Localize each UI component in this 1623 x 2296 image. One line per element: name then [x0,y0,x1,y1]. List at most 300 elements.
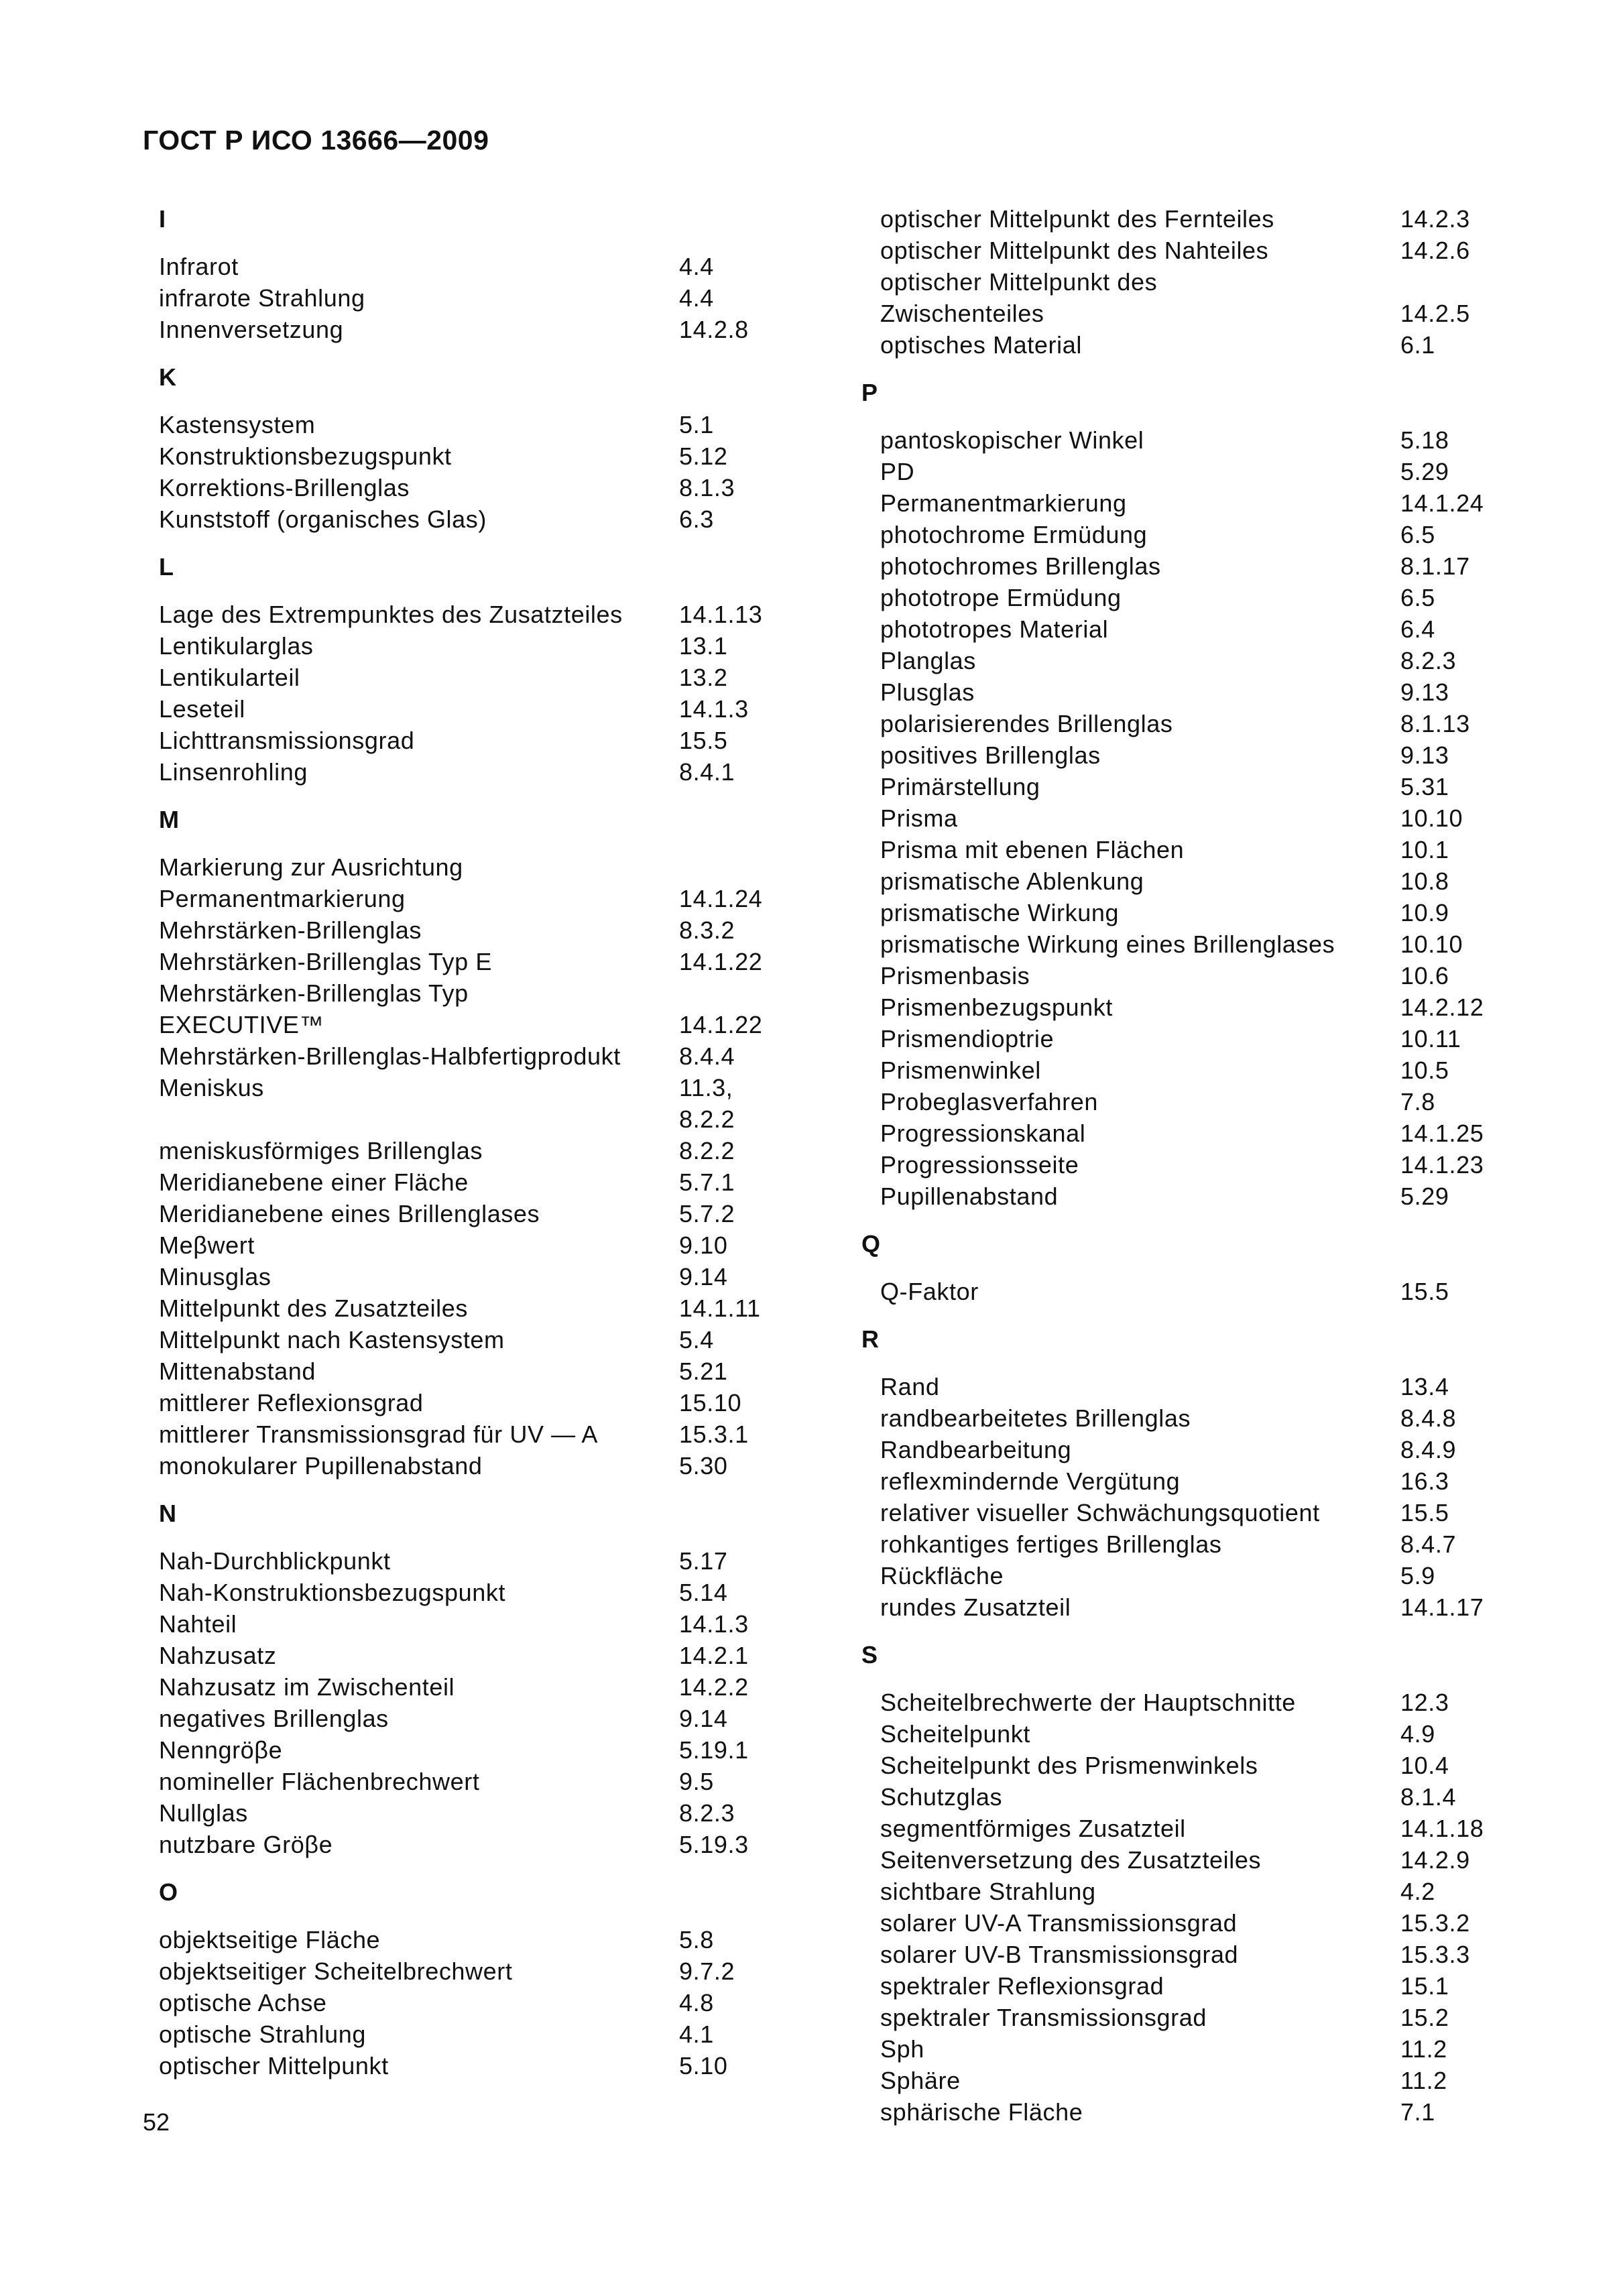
entry-reference: 14.2.9 [1400,1846,1470,1874]
index-entry [143,1040,786,1072]
entry-reference: 5.12 [679,442,728,470]
index-entry [861,1813,1505,1844]
entry-term: Korrektions-Brillenglas [159,474,410,501]
index-entry [143,1229,786,1261]
entry-term: photochrome Ermüdung [880,521,1148,548]
entry-term: Nah-Konstruktionsbezugspunkt [159,1579,506,1606]
entry-reference: 8.2.3 [1400,647,1457,674]
index-entry [143,1261,786,1292]
section-letter: L [159,553,174,581]
entry-term: Zwischenteiles [880,300,1044,327]
entry-reference: 8.2.2 [679,1105,735,1133]
index-entry [861,329,1505,361]
entry-term: objektseitige Fläche [159,1926,381,1953]
section-letter: Q [861,1230,881,1258]
entry-term: EXECUTIVE™ [159,1011,324,1038]
entry-reference: 5.8 [679,1926,714,1953]
index-entry [861,2033,1505,2065]
entry-reference: 10.9 [1400,899,1449,926]
entry-reference: 8.4.8 [1400,1404,1457,1432]
index-entry [143,1450,786,1482]
entry-term: randbearbeitetes Brillenglas [880,1404,1191,1432]
entry-term: Prismenbezugspunkt [880,993,1113,1021]
entry-reference: 5.9 [1400,1562,1435,1589]
entry-reference: 8.3.2 [679,916,735,944]
entry-term: nutzbare Gröβe [159,1831,333,1858]
entry-reference: 10.1 [1400,836,1449,863]
entry-term: objektseitiger Scheitelbrechwert [159,1957,513,1985]
index-section [861,1228,1505,1307]
entry-reference: 7.8 [1400,1088,1435,1115]
index-section [143,203,786,345]
entry-term: Prismenbasis [880,962,1030,989]
index-entry [861,897,1505,928]
entry-term: positives Brillenglas [880,741,1101,769]
entry-term: segmentförmiges Zusatzteil [880,1815,1186,1842]
index-entry [861,1591,1505,1623]
index-entry [861,676,1505,708]
entry-term: Nahzusatz [159,1642,277,1669]
entry-term: Mehrstärken-Brillenglas Typ E [159,948,492,975]
index-entry [861,1054,1505,1086]
index-entry [143,725,786,756]
entry-reference: 14.1.22 [679,1011,763,1038]
entry-reference: 15.3.2 [1400,1909,1470,1937]
entry-reference: 10.4 [1400,1752,1449,1779]
entry-reference: 9.14 [679,1705,728,1732]
entry-reference: 8.4.9 [1400,1436,1457,1463]
entry-reference: 9.7.2 [679,1957,735,1985]
entry-reference: 5.1 [679,411,714,438]
index-entry [143,409,786,440]
index-entry [861,1497,1505,1528]
entry-reference: 14.1.17 [1400,1593,1484,1621]
entry-term: negatives Brillenglas [159,1705,389,1732]
section-entries [143,1545,786,1860]
entry-term: Lentikularglas [159,632,314,660]
entry-term: Kastensystem [159,411,316,438]
entry-reference: 8.1.13 [1400,710,1470,737]
entry-reference: 10.11 [1400,1025,1461,1052]
entry-reference: 14.1.3 [679,1610,749,1638]
entry-term: Kunststoff (organisches Glas) [159,505,487,533]
entry-term: phototropes Material [880,615,1109,643]
entry-term: Nahzusatz im Zwischenteil [159,1673,455,1701]
entry-term: Infrarot [159,253,239,280]
entry-reference: 14.1.13 [679,601,763,628]
entry-term: Schutzglas [880,1783,1003,1811]
entry-term: phototrope Ermüdung [880,584,1122,611]
section-letter: M [159,806,179,833]
entry-reference: 7.1 [1400,2098,1435,2126]
entry-term: optische Achse [159,1989,327,2016]
entry-term: Mehrstärken-Brillenglas [159,916,422,944]
entry-reference: 10.6 [1400,962,1449,989]
section-letter: P [861,379,878,406]
index-entry [143,946,786,977]
entry-reference: 12.3 [1400,1689,1449,1716]
entry-term: photochromes Brillenglas [880,552,1161,580]
entry-reference: 5.21 [679,1357,728,1385]
entry-reference: 4.2 [1400,1878,1435,1905]
entry-term: Sphäre [880,2067,961,2094]
entry-reference: 9.13 [1400,741,1449,769]
section-entries [143,409,786,535]
section-letter: R [861,1325,879,1353]
entry-reference: 11.3, [679,1074,733,1101]
entry-reference: 8.4.7 [1400,1530,1457,1558]
entry-term: Primärstellung [880,773,1040,800]
index-entry [143,1198,786,1229]
index-entry [861,1149,1505,1181]
section-entries [861,1687,1505,2128]
page-number: 52 [143,2108,170,2136]
entry-reference: 5.19.1 [679,1736,749,1764]
entry-reference: 5.30 [679,1452,728,1479]
index-entry [143,1545,786,1577]
index-entry [143,693,786,725]
index-entry [861,991,1505,1023]
entry-term: optischer Mittelpunkt des Nahteiles [880,237,1269,264]
index-entry [861,1434,1505,1465]
section-letter: S [861,1641,878,1669]
entry-reference: 9.13 [1400,678,1449,706]
section-entries [861,1276,1505,1307]
index-entry [861,1844,1505,1876]
index-entry [861,865,1505,897]
entry-term: Sph [880,2035,924,2063]
entry-reference: 11.2 [1400,2035,1447,2063]
entry-reference: 15.5 [1400,1278,1449,1305]
index-section [861,1323,1505,1623]
entry-term: Markierung zur Ausrichtung [159,853,463,881]
index-entry [861,1371,1505,1402]
entry-reference: 6.5 [1400,584,1435,611]
index-entry [143,1734,786,1766]
entry-reference: 8.4.1 [679,758,735,786]
section-letter: N [159,1500,176,1527]
entry-term: mittlerer Transmissionsgrad für UV — A [159,1421,598,1448]
index-entry [143,251,786,282]
entry-reference: 5.18 [1400,426,1449,454]
index-entry [861,1907,1505,1939]
entry-reference: 5.10 [679,2052,728,2079]
entry-term: Innenversetzung [159,316,344,343]
index-entry [143,1166,786,1198]
entry-reference: 14.2.8 [679,316,749,343]
entry-reference: 14.2.6 [1400,237,1470,264]
entry-term: rohkantiges fertiges Brillenglas [880,1530,1222,1558]
index-entry [861,1876,1505,1907]
entry-reference: 8.1.17 [1400,552,1470,580]
index-entry [861,1276,1505,1307]
entry-term: PD [880,458,915,485]
entry-term: sphärische Fläche [880,2098,1083,2126]
entry-term: sichtbare Strahlung [880,1878,1096,1905]
index-entry [861,1939,1505,1970]
entry-reference: 16.3 [1400,1467,1449,1495]
index-entry [143,599,786,630]
entry-reference: 5.17 [679,1547,728,1575]
index-section [143,1498,786,1860]
index-entry [861,1117,1505,1149]
entry-reference: 14.2.5 [1400,300,1470,327]
entry-reference: 5.19.3 [679,1831,749,1858]
entry-term: meniskusförmiges Brillenglas [159,1137,483,1164]
index-entry [861,739,1505,771]
index-entry [143,662,786,693]
entry-reference: 6.4 [1400,615,1435,643]
index-entry [861,582,1505,613]
entry-reference: 14.1.22 [679,948,763,975]
index-entry [861,1718,1505,1750]
index-entry [143,282,786,314]
entry-term: Konstruktionsbezugspunkt [159,442,452,470]
entry-reference: 9.14 [679,1263,728,1290]
entry-reference: 4.1 [679,2020,714,2048]
entry-reference: 8.2.3 [679,1799,735,1827]
entry-term: prismatische Wirkung [880,899,1120,926]
index-entry [143,1355,786,1387]
entry-term: Meridianebene eines Brillenglases [159,1200,540,1227]
index-entry [143,1009,786,1040]
index-entry [143,883,786,914]
entry-term: prismatische Wirkung eines Brillenglases [880,930,1335,958]
entry-term: Meridianebene einer Fläche [159,1168,469,1196]
index-entry [143,630,786,662]
entry-term: reflexmindernde Vergütung [880,1467,1181,1495]
index-entry [861,1528,1505,1560]
index-section [861,1639,1505,2128]
index-entry [143,1703,786,1734]
entry-reference: 6.5 [1400,521,1435,548]
entry-reference: 5.29 [1400,458,1449,485]
entry-reference: 14.2.3 [1400,205,1470,233]
index-entry [143,1135,786,1166]
entry-term: optisches Material [880,331,1082,359]
index-entry [861,235,1505,266]
entry-term: Permanentmarkierung [159,885,406,912]
entry-term: pantoskopischer Winkel [880,426,1144,454]
section-letter: K [159,363,176,391]
entry-term: mittlerer Reflexionsgrad [159,1389,424,1416]
index-entry [861,487,1505,519]
index-entry [861,1465,1505,1497]
entry-term: Nullglas [159,1799,248,1827]
entry-term: Nenngröβe [159,1736,283,1764]
entry-term: Scheitelpunkt [880,1720,1030,1748]
index-entry [143,1924,786,1955]
index-entry [143,1829,786,1860]
index-entry [143,1103,786,1135]
index-entry [143,1955,786,1987]
entry-reference: 14.2.12 [1400,993,1484,1021]
index-entry [143,472,786,503]
entry-term: solarer UV-B Transmissionsgrad [880,1941,1239,1968]
entry-term: Progressionsseite [880,1151,1079,1179]
entry-reference: 5.29 [1400,1183,1449,1210]
entry-term: solarer UV-A Transmissionsgrad [880,1909,1238,1937]
index-entry [861,834,1505,865]
entry-term: optischer Mittelpunkt [159,2052,389,2079]
entry-term: Linsenrohling [159,758,308,786]
entry-reference: 15.2 [1400,2004,1449,2031]
index-entry [861,1181,1505,1212]
entry-reference: 4.4 [679,253,714,280]
entry-term: Probeglasverfahren [880,1088,1098,1115]
entry-reference: 13.1 [679,632,728,660]
index-entry [143,1387,786,1418]
index-entry [861,960,1505,991]
entry-reference: 6.3 [679,505,714,533]
index-entry [143,503,786,535]
entry-term: Scheitelpunkt des Prismenwinkels [880,1752,1258,1779]
entry-term: Nah-Durchblickpunkt [159,1547,391,1575]
entry-reference: 14.1.11 [679,1294,761,1322]
index-section [143,551,786,788]
entry-reference: 10.8 [1400,867,1449,895]
entry-term: optischer Mittelpunkt des [880,268,1158,296]
entry-reference: 8.4.4 [679,1042,735,1070]
index-entry [143,1577,786,1608]
entry-term: monokularer Pupillenabstand [159,1452,483,1479]
entry-term: Mittelpunkt des Zusatzteiles [159,1294,468,1322]
index-entry [861,771,1505,802]
index-column-right [861,203,1505,2144]
entry-reference: 15.5 [679,727,728,754]
entry-term: rundes Zusatzteil [880,1593,1071,1621]
section-entries [143,1924,786,2081]
index-entry [861,456,1505,487]
entry-reference: 4.9 [1400,1720,1435,1748]
index-entry [861,928,1505,960]
index-column-left [143,203,786,2098]
entry-reference: 9.5 [679,1768,714,1795]
index-entry [861,203,1505,235]
entry-term: Lage des Extrempunktes des Zusatzteiles [159,601,623,628]
entry-term: Meβwert [159,1231,255,1259]
entry-reference: 11.2 [1400,2067,1447,2094]
entry-reference: 10.10 [1400,804,1463,832]
entry-term: Planglas [880,647,976,674]
index-entry [861,645,1505,676]
entry-reference: 15.3.1 [679,1421,749,1448]
entry-reference: 9.10 [679,1231,728,1259]
index-entry [143,1608,786,1640]
entry-reference: 5.4 [679,1326,714,1353]
index-entry [861,2065,1505,2096]
index-entry [861,1687,1505,1718]
section-entries [861,203,1505,361]
index-entry [143,977,786,1009]
entry-reference: 14.1.24 [679,885,763,912]
entry-reference: 8.1.3 [679,474,735,501]
index-entry [143,1072,786,1103]
entry-term: Pupillenabstand [880,1183,1059,1210]
index-entry [861,1086,1505,1117]
section-letter: O [159,1878,178,1906]
entry-term: Prisma mit ebenen Flächen [880,836,1185,863]
index-entry [143,440,786,472]
section-entries [861,424,1505,1212]
index-section [861,377,1505,1212]
index-entry [143,1640,786,1671]
index-entry [861,519,1505,550]
entry-term: Minusglas [159,1263,272,1290]
entry-reference: 14.2.2 [679,1673,749,1701]
entry-reference: 14.1.24 [1400,489,1484,517]
entry-reference: 15.3.3 [1400,1941,1470,1968]
entry-term [143,1103,679,1135]
entry-reference: 8.1.4 [1400,1783,1457,1811]
section-entries [143,599,786,788]
entry-term: Scheitelbrechwerte der Hauptschnitte [880,1689,1296,1716]
section-entries [861,1371,1505,1623]
entry-term: Rückfläche [880,1562,1004,1589]
entry-term: Nahteil [159,1610,237,1638]
entry-reference: 6.1 [1400,331,1435,359]
entry-reference: 15.10 [679,1389,742,1416]
entry-term: Randbearbeitung [880,1436,1072,1463]
index-entry [143,2018,786,2050]
entry-term: nomineller Flächenbrechwert [159,1768,480,1795]
index-entry [861,1023,1505,1054]
index-entry [861,550,1505,582]
entry-term: Mehrstärken-Brillenglas Typ [159,979,469,1007]
section-entries [143,851,786,1482]
entry-reference: 10.10 [1400,930,1463,958]
entry-term: prismatische Ablenkung [880,867,1144,895]
index-entry [861,298,1505,329]
entry-term: Progressionskanal [880,1120,1086,1147]
entry-reference: 13.4 [1400,1373,1449,1400]
entry-reference: 8.2.2 [679,1137,735,1164]
entry-term: Meniskus [159,1074,264,1101]
entry-term: Mittenabstand [159,1357,316,1385]
index-entry [861,1750,1505,1781]
entry-term: Prismendioptrie [880,1025,1055,1052]
index-section [143,361,786,535]
entry-term: spektraler Reflexionsgrad [880,1972,1164,2000]
entry-term: Mehrstärken-Brillenglas-Halbfertigprodukt [159,1042,621,1070]
entry-reference: 14.2.1 [679,1642,749,1669]
entry-term: Prismenwinkel [880,1056,1041,1084]
section-letter: I [159,205,166,233]
entry-term: Rand [880,1373,940,1400]
index-entry [861,1781,1505,1813]
entry-reference: 5.7.2 [679,1200,735,1227]
index-entry [143,756,786,788]
index-entry [861,1560,1505,1591]
entry-reference: 14.1.23 [1400,1151,1484,1179]
entry-term: infrarote Strahlung [159,284,365,312]
index-entry [143,1766,786,1797]
entry-reference: 15.5 [1400,1499,1449,1526]
index-entry [861,266,1505,298]
index-entry [143,1418,786,1450]
index-entry [861,2096,1505,2128]
index-entry [143,851,786,883]
index-entry [143,1987,786,2018]
entry-reference: 5.14 [679,1579,728,1606]
index-entry [861,1970,1505,2002]
entry-reference: 5.31 [1400,773,1449,800]
entry-reference: 13.2 [679,664,728,691]
entry-reference: 4.4 [679,284,714,312]
index-entry [861,1402,1505,1434]
entry-term: spektraler Transmissionsgrad [880,2004,1207,2031]
entry-term: Prisma [880,804,958,832]
